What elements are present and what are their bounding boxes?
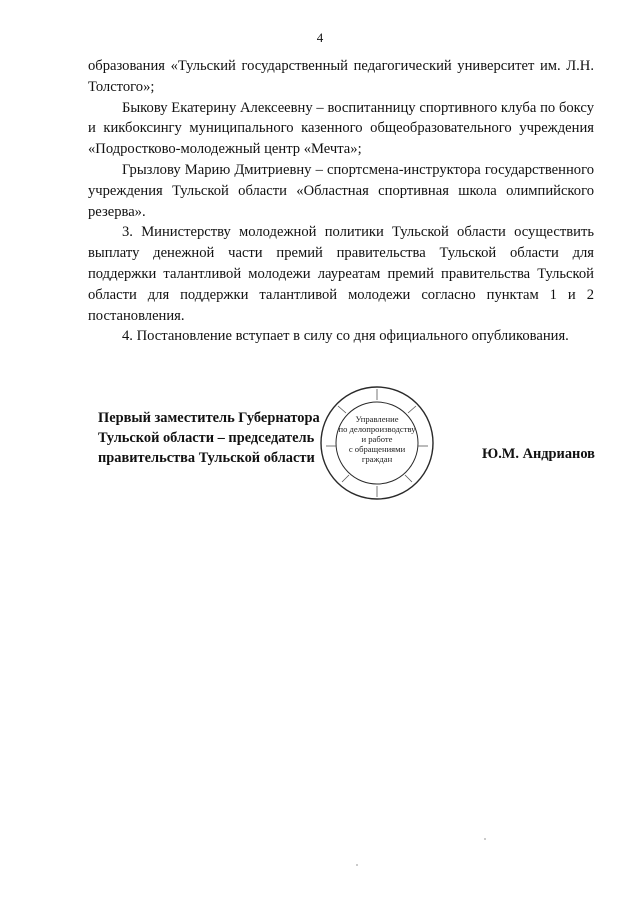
paragraph-bykova: Быкову Екатерину Алексеевну – воспитанницу спортивного клуба по боксу и кикбоксингу муниципального казенного общеобразовательного учреждения «Подростково-молодежный центр «Мечта»; (88, 99, 594, 158)
official-seal (318, 384, 436, 502)
signature-title-line-3: правительства Тульской области (98, 450, 315, 466)
paragraph-item-3: 3. Министерству молодежной политики Тульской области осуществить выплату денежной части премий правительства Тульской области для поддержки талантливой молодежи лауреатам премий правительства Тульской области для поддержки талантливой молодежи согласно пунктам 1 и 2 постановления. (88, 224, 594, 324)
page-number: 4 (316, 30, 324, 45)
signature-title (98, 408, 320, 468)
seal-center-text: Управление по делопроизводству и работе с обращениями граждан (338, 414, 416, 464)
paragraph-gryzlova: Грызлову Марию Дмитриевну – спортсмена-инструктора государственного учреждения Тульской области «Областная спортивная школа олимпийского резерва». (88, 161, 594, 220)
document-body (88, 56, 594, 347)
signature-title-line-2: Тульской области – председатель (98, 430, 315, 446)
scan-speck (356, 864, 358, 866)
signatory-name: Ю.М. Андрианов (482, 446, 595, 462)
scan-speck (484, 838, 486, 840)
signature-title-line-1: Первый заместитель Губернатора (98, 410, 320, 426)
paragraph-university: образования «Тульский государственный педагогический университет им. Л.Н. Толстого»; (88, 58, 594, 95)
paragraph-item-4: 4. Постановление вступает в силу со дня официального опубликования. (122, 328, 569, 345)
